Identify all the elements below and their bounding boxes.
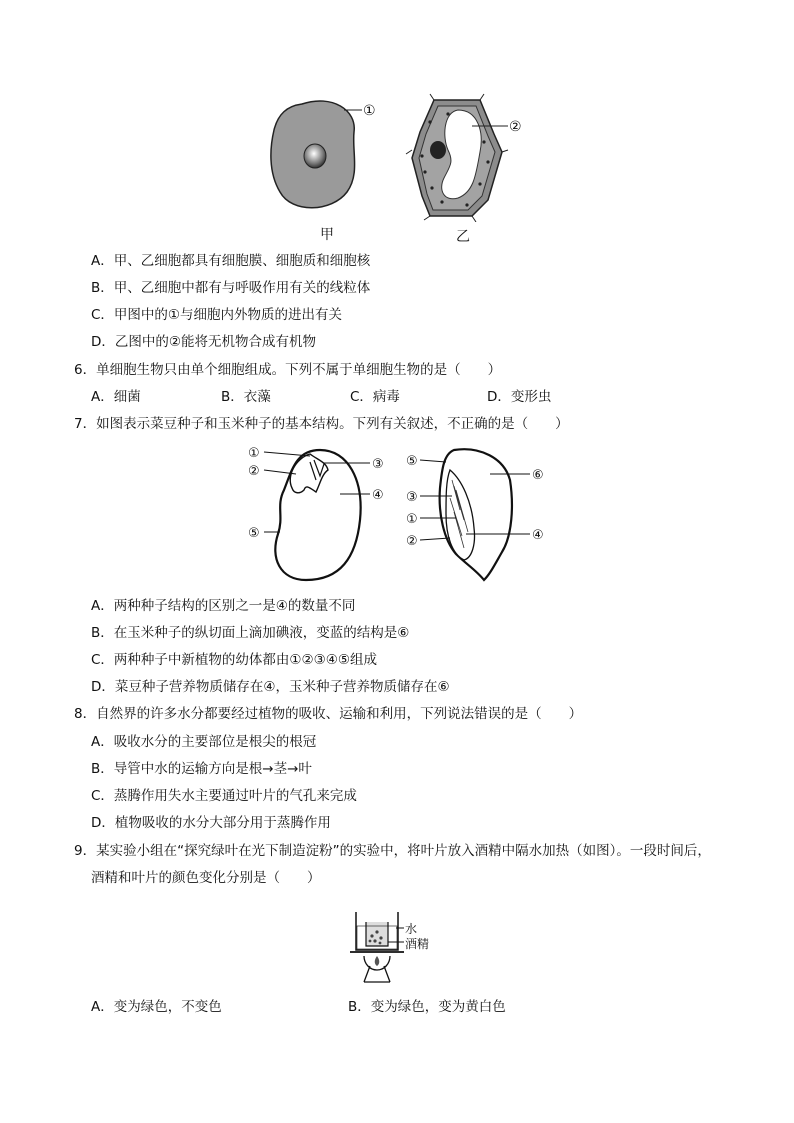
corn-label-3: ③ xyxy=(406,490,418,505)
bean-label-4: ④ xyxy=(372,488,384,503)
caption-yi: 乙 xyxy=(456,229,470,245)
corn-label-4: ④ xyxy=(532,528,544,543)
flame xyxy=(375,956,380,966)
q8-option-c: C．蒸腾作用失水主要通过叶片的气孔来完成 xyxy=(91,788,357,804)
q6-stem: 6．单细胞生物只由单个细胞组成。下列不属于单细胞生物的是（ ） xyxy=(74,362,502,378)
q9-stem-line2: 酒精和叶片的颜色变化分别是（ ） xyxy=(91,870,321,886)
water-label: 水 xyxy=(405,922,418,936)
q9-option-b: B．变为绿色，变为黄白色 xyxy=(348,999,506,1015)
animal-nucleus xyxy=(304,144,326,168)
cell-figure xyxy=(262,92,532,222)
bean-label-3: ③ xyxy=(372,457,384,472)
q9-stem-line1: 9．某实验小组在“探究绿叶在光下制造淀粉”的实验中，将叶片放入酒精中隔水加热（如图）。一段时间后， xyxy=(74,843,711,859)
caption-jia: 甲 xyxy=(320,227,334,243)
plant-nucleus xyxy=(430,141,446,159)
seed-figure xyxy=(240,440,560,590)
label1: ① xyxy=(363,103,376,119)
q8-stem: 8．自然界的许多水分都要经过植物的吸收、运输和利用，下列说法错误的是（ ） xyxy=(74,706,583,722)
q5-option-a: A．甲、乙细胞都具有细胞膜、细胞质和细胞核 xyxy=(91,253,371,269)
q5-option-c: C．甲图中的①与细胞内外物质的进出有关 xyxy=(91,307,343,323)
corn-label-5: ⑤ xyxy=(406,454,418,469)
corn-label-1: ① xyxy=(406,512,418,527)
bean-label-5: ⑤ xyxy=(248,526,260,541)
q6-option-b: B．衣藻 xyxy=(221,389,271,405)
bean-label-2: ② xyxy=(248,464,260,479)
q7-option-c: C．两种种子中新植物的幼体都由①②③④⑤组成 xyxy=(91,652,377,668)
q6-option-c: C．病毒 xyxy=(350,389,400,405)
beaker-figure xyxy=(350,908,440,988)
q8-option-b: B．导管中水的运输方向是根→茎→叶 xyxy=(91,761,312,777)
inner-beaker xyxy=(366,922,388,946)
q5-option-b: B．甲、乙细胞中都有与呼吸作用有关的线粒体 xyxy=(91,280,371,296)
q6-option-d: D．变形虫 xyxy=(487,389,552,405)
q5-option-d: D．乙图中的②能将无机物合成有机物 xyxy=(91,334,316,350)
corn-label-2: ② xyxy=(406,534,418,549)
q8-option-d: D．植物吸收的水分大部分用于蒸腾作用 xyxy=(91,815,331,831)
q8-option-a: A．吸收水分的主要部位是根尖的根冠 xyxy=(91,734,317,750)
q7-stem: 7．如图表示菜豆种子和玉米种子的基本结构。下列有关叙述，不正确的是（ ） xyxy=(74,416,569,432)
q6-option-a: A．细菌 xyxy=(91,389,141,405)
q7-option-b: B．在玉米种子的纵切面上滴加碘液，变蓝的结构是⑥ xyxy=(91,625,410,641)
corn-label-6: ⑥ xyxy=(532,468,544,483)
label2: ② xyxy=(509,119,522,135)
q9-option-a: A．变为绿色，不变色 xyxy=(91,999,222,1015)
bean-label-1: ① xyxy=(248,446,260,461)
alcohol-label: 酒精 xyxy=(405,937,430,951)
q7-option-d: D．菜豆种子营养物质储存在④，玉米种子营养物质储存在⑥ xyxy=(91,679,450,695)
q7-option-a: A．两种种子结构的区别之一是④的数量不同 xyxy=(91,598,356,614)
